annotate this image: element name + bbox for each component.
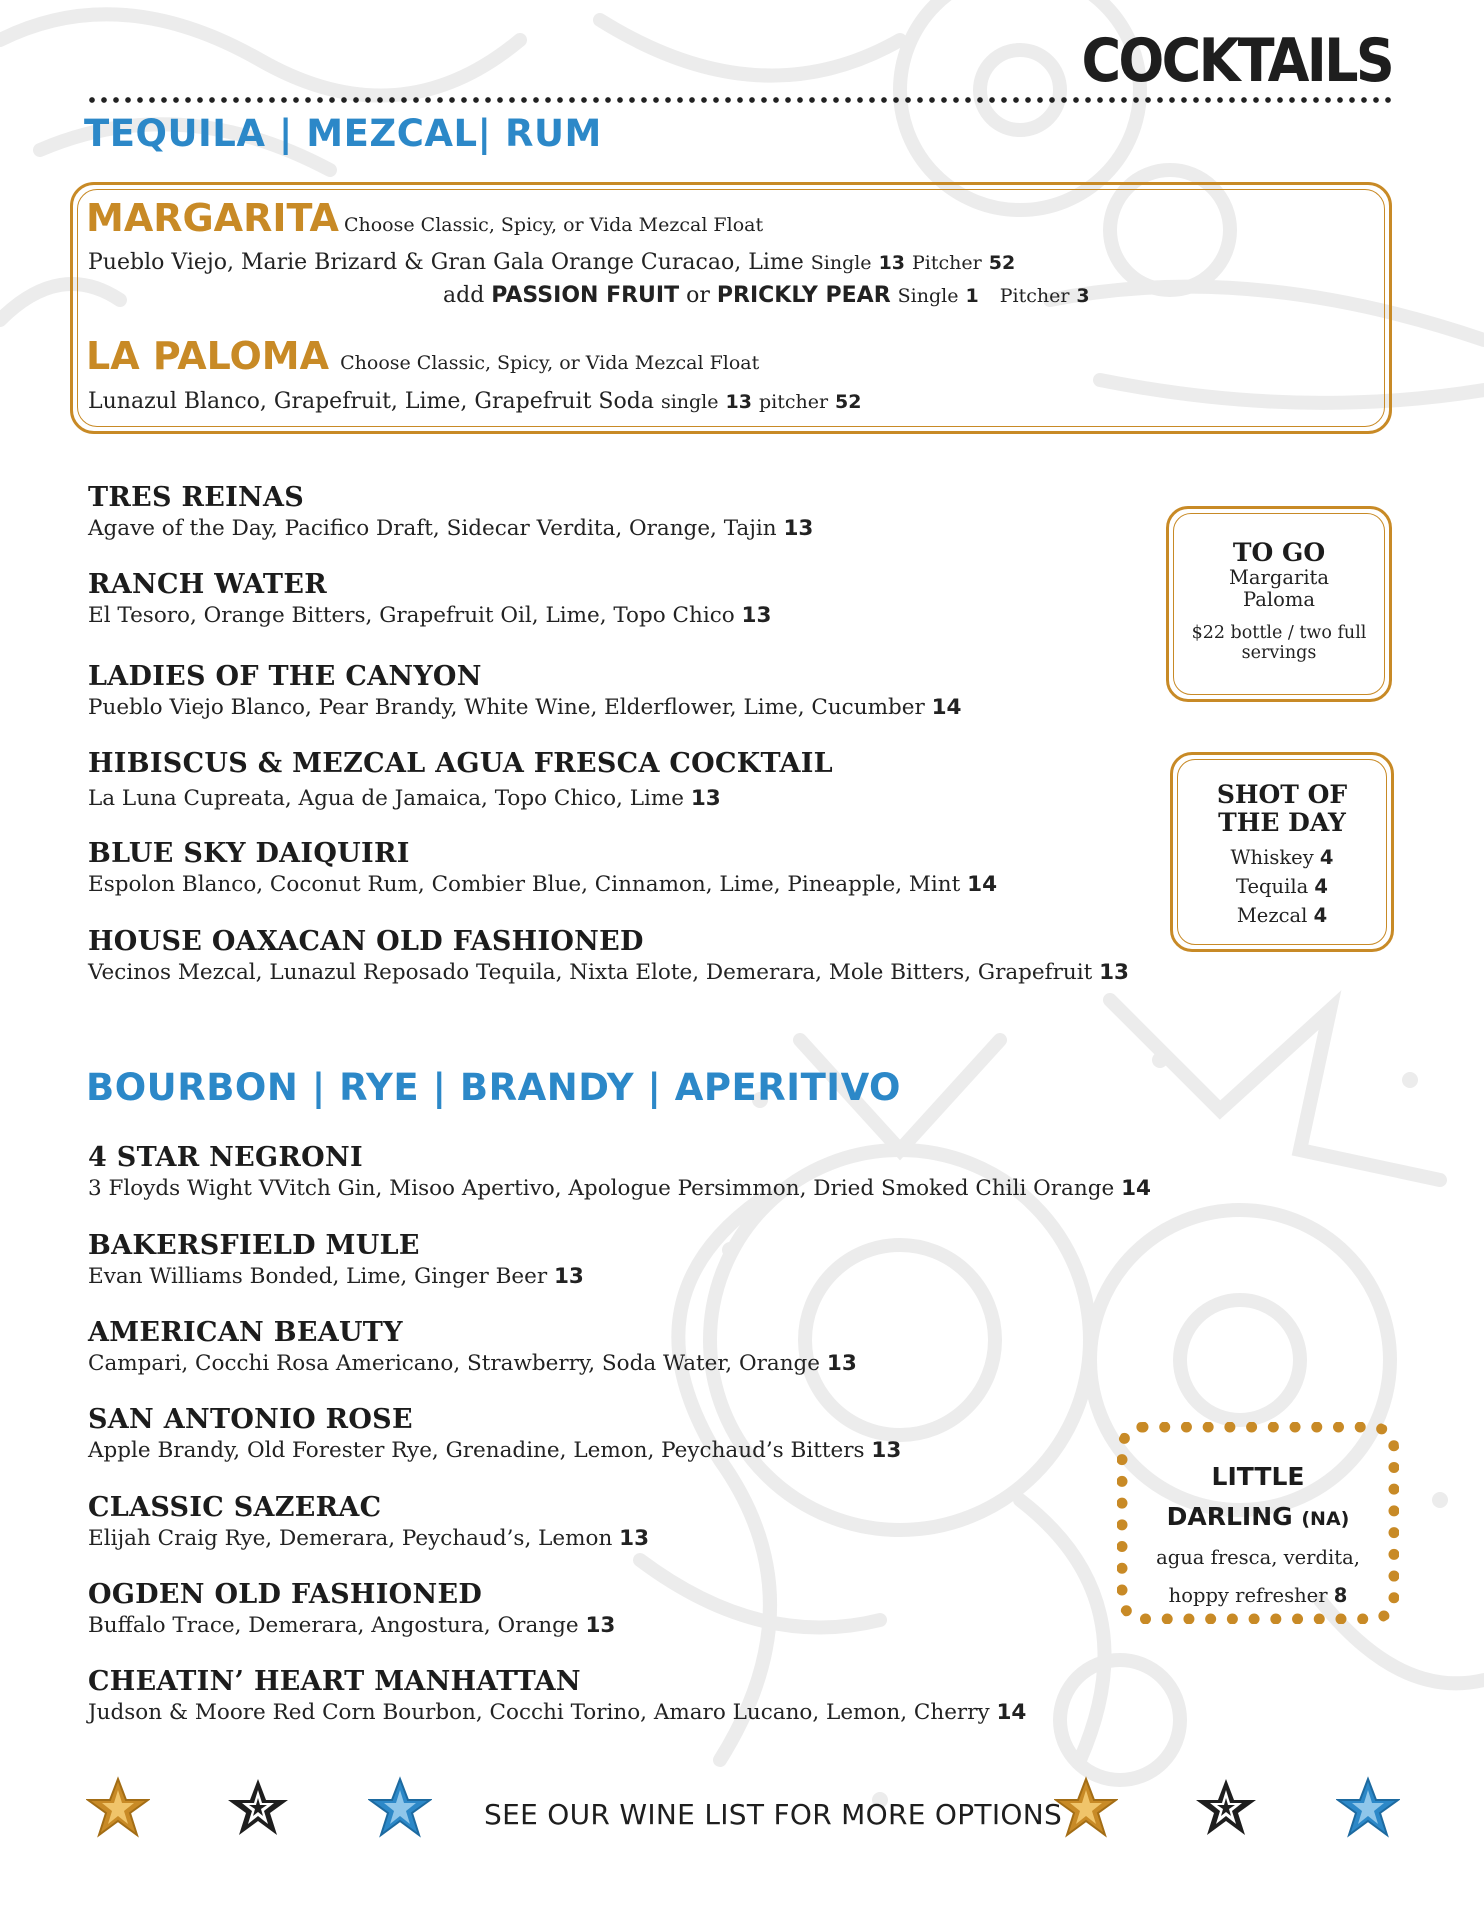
item-price: 14 bbox=[996, 1700, 1027, 1725]
item-name: HOUSE OAXACAN OLD FASHIONED bbox=[88, 926, 644, 957]
little-darling-title-line2: DARLING (NA) bbox=[1166, 1502, 1350, 1531]
shot-item: Mezcal 4 bbox=[1236, 904, 1328, 927]
item-price: 13 bbox=[1099, 960, 1130, 985]
shot-item: Whiskey 4 bbox=[1230, 846, 1334, 869]
margarita-single-price: 13 bbox=[878, 252, 906, 274]
paloma-single-price: 13 bbox=[725, 391, 752, 413]
dotted-divider bbox=[86, 96, 1396, 104]
section-heading-bourbon: BOURBON | RYE | BRANDY | APERITIVO bbox=[86, 1066, 902, 1109]
little-darling-box bbox=[1117, 1422, 1399, 1624]
shot-of-the-day-box bbox=[1170, 752, 1394, 952]
blue-star-icon bbox=[1336, 1776, 1400, 1840]
addon-single-price: 1 bbox=[965, 285, 979, 307]
item-desc: Elijah Craig Rye, Demerara, Peychaud’s, Lemon 13 bbox=[88, 1526, 650, 1551]
gold-star-icon bbox=[86, 1776, 150, 1840]
item-name: BAKERSFIELD MULE bbox=[88, 1230, 420, 1261]
item-price: 13 bbox=[783, 516, 814, 541]
addon-pitcher-label: Pitcher bbox=[999, 285, 1070, 307]
item-price: 13 bbox=[690, 786, 721, 811]
item-name: CHEATIN’ HEART MANHATTAN bbox=[88, 1666, 581, 1697]
margarita-note: Choose Classic, Spicy, or Vida Mezcal Float bbox=[343, 214, 764, 236]
page-title: COCKTAILS bbox=[1081, 26, 1392, 96]
paloma-pitcher-label: pitcher bbox=[758, 391, 829, 413]
paloma-desc-row bbox=[88, 389, 862, 414]
item-desc: La Luna Cupreata, Agua de Jamaica, Topo Chico, Lime 13 bbox=[88, 786, 721, 811]
item-name: AMERICAN BEAUTY bbox=[88, 1317, 403, 1348]
paloma-title-row bbox=[86, 334, 759, 378]
to-go-price-line2: servings bbox=[1241, 643, 1317, 663]
item-name: LADIES OF THE CANYON bbox=[88, 661, 482, 692]
item-price: 13 bbox=[741, 603, 772, 628]
item-name: OGDEN OLD FASHIONED bbox=[88, 1579, 483, 1610]
margarita-single-label: Single bbox=[810, 252, 872, 274]
little-darling-line1: agua fresca, verdita, bbox=[1156, 1546, 1360, 1569]
paloma-name: LA PALOMA bbox=[86, 334, 330, 378]
addon-prickly-pear: PRICKLY PEAR bbox=[716, 283, 891, 308]
addon-single-label: Single bbox=[897, 285, 959, 307]
little-darling-line2: hoppy refresher 8 bbox=[1168, 1584, 1348, 1607]
item-price: 14 bbox=[1121, 1176, 1151, 1201]
black-star-icon bbox=[226, 1776, 290, 1840]
margarita-title-row bbox=[86, 196, 763, 240]
paloma-desc: Lunazul Blanco, Grapefruit, Lime, Grapefruit Soda bbox=[88, 389, 654, 414]
item-desc: Espolon Blanco, Coconut Rum, Combier Blue, Cinnamon, Lime, Pineapple, Mint 14 bbox=[88, 872, 998, 897]
addon-or: or bbox=[686, 283, 710, 308]
item-price: 13 bbox=[553, 1264, 584, 1289]
section-heading-tequila: TEQUILA | MEZCAL| RUM bbox=[84, 112, 602, 155]
paloma-single-label: single bbox=[660, 391, 719, 413]
item-name: HIBISCUS & MEZCAL AGUA FRESCA COCKTAIL bbox=[88, 748, 833, 779]
item-desc: Judson & Moore Red Corn Bourbon, Cocchi Torino, Amaro Lucano, Lemon, Cherry 14 bbox=[88, 1700, 1027, 1725]
shot-title-line2: THE DAY bbox=[1218, 808, 1346, 837]
item-desc: 3 Floyds Wight VVitch Gin, Misoo Apertivo, Apologue Persimmon, Dried Smoked Chili Orange 14 bbox=[88, 1176, 1151, 1201]
paloma-note: Choose Classic, Spicy, or Vida Mezcal Float bbox=[340, 352, 760, 374]
item-desc: Evan Williams Bonded, Lime, Ginger Beer 13 bbox=[88, 1264, 584, 1289]
to-go-title: TO GO bbox=[1232, 538, 1326, 567]
item-desc: Pueblo Viejo Blanco, Pear Brandy, White Wine, Elderflower, Lime, Cucumber 14 bbox=[88, 695, 962, 720]
to-go-box bbox=[1166, 506, 1392, 702]
item-desc: Campari, Cocchi Rosa Americano, Strawberry, Soda Water, Orange 13 bbox=[88, 1351, 857, 1376]
item-name: 4 STAR NEGRONI bbox=[88, 1142, 363, 1173]
shot-item: Tequila 4 bbox=[1236, 875, 1328, 898]
item-price: 14 bbox=[967, 872, 998, 897]
item-price: 13 bbox=[585, 1613, 616, 1638]
item-desc: Vecinos Mezcal, Lunazul Reposado Tequila, Nixta Elote, Demerara, Mole Bitters, Grapefruit 13 bbox=[88, 960, 1130, 985]
item-price: 13 bbox=[619, 1526, 650, 1551]
to-go-margarita: Margarita bbox=[1228, 566, 1330, 589]
margarita-addon-row bbox=[443, 283, 1090, 308]
item-price: 13 bbox=[826, 1351, 857, 1376]
item-price: 14 bbox=[931, 695, 962, 720]
item-desc: El Tesoro, Orange Bitters, Grapefruit Oil, Lime, Topo Chico 13 bbox=[88, 603, 772, 628]
little-darling-title-line1: LITTLE bbox=[1211, 1462, 1305, 1491]
item-desc: Agave of the Day, Pacifico Draft, Sidecar Verdita, Orange, Tajin 13 bbox=[88, 516, 814, 541]
item-desc: Apple Brandy, Old Forester Rye, Grenadine, Lemon, Peychaud’s Bitters 13 bbox=[88, 1438, 902, 1463]
addon-passion-fruit: PASSION FRUIT bbox=[491, 283, 680, 308]
margarita-desc: Pueblo Viejo, Marie Brizard & Gran Gala Orange Curacao, Lime bbox=[88, 250, 804, 275]
to-go-paloma: Paloma bbox=[1243, 588, 1315, 611]
margarita-desc-row bbox=[88, 250, 1015, 275]
item-name: RANCH WATER bbox=[88, 569, 327, 600]
shot-title-line1: SHOT OF bbox=[1216, 780, 1348, 809]
blue-star-icon bbox=[368, 1776, 432, 1840]
item-name: BLUE SKY DAIQUIRI bbox=[88, 838, 410, 869]
item-name: TRES REINAS bbox=[88, 482, 305, 513]
item-price: 13 bbox=[871, 1438, 902, 1463]
black-star-icon bbox=[1194, 1776, 1258, 1840]
margarita-name: MARGARITA bbox=[86, 196, 339, 240]
addon-pitcher-price: 3 bbox=[1076, 285, 1090, 307]
margarita-pitcher-price: 52 bbox=[988, 252, 1016, 274]
addon-prefix: add bbox=[443, 283, 485, 308]
footer-wine-list-note: SEE OUR WINE LIST FOR MORE OPTIONS bbox=[484, 1798, 1063, 1831]
to-go-price-line1: $22 bottle / two full bbox=[1191, 623, 1367, 643]
margarita-pitcher-label: Pitcher bbox=[912, 252, 982, 274]
item-name: SAN ANTONIO ROSE bbox=[88, 1404, 413, 1435]
item-name: CLASSIC SAZERAC bbox=[88, 1492, 382, 1523]
paloma-pitcher-price: 52 bbox=[835, 391, 862, 413]
item-desc: Buffalo Trace, Demerara, Angostura, Orange 13 bbox=[88, 1613, 616, 1638]
gold-star-icon bbox=[1054, 1776, 1118, 1840]
